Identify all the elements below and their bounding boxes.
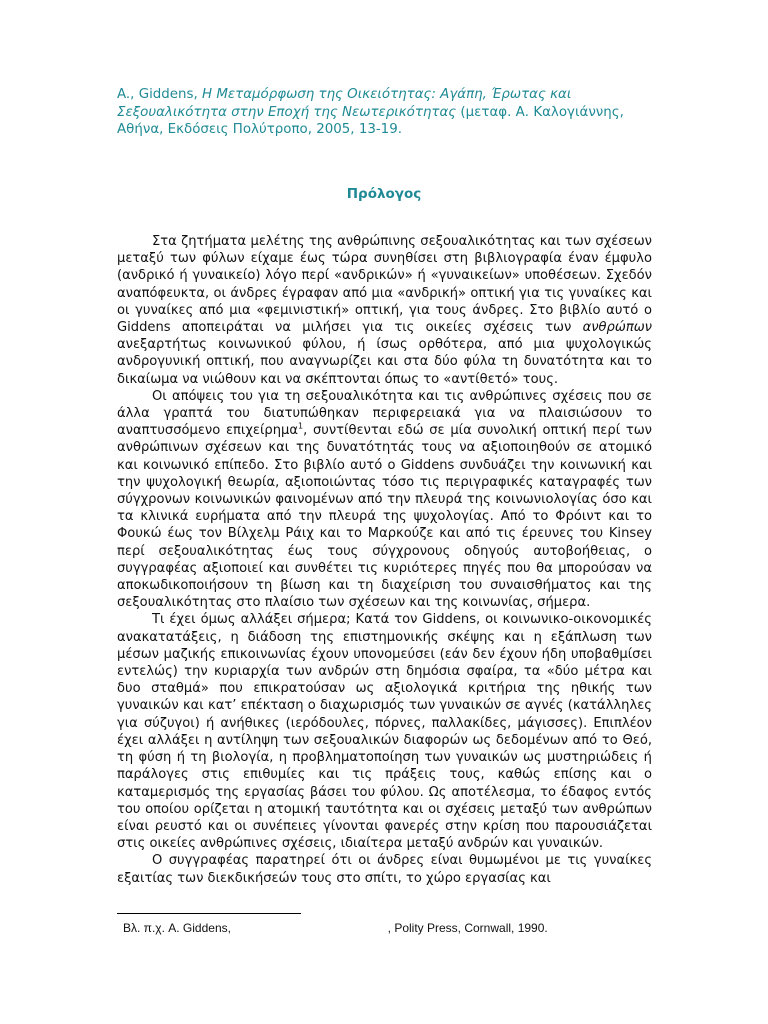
citation-authors: A., Giddens, xyxy=(117,87,203,102)
paragraph-2 xyxy=(117,388,652,612)
paragraph-1-emphasis: ανθρώπων xyxy=(582,320,652,336)
paragraph-1 xyxy=(117,233,652,388)
citation-title: Η Μεταμόρφωση της Οικειότητας: Αγάπη, Έρωτας και Σεξουαλικότητα στην Εποχή της Νεωτερικότητας xyxy=(117,87,572,120)
citation-details: (μεταφ. Α. Καλογιάννης, Αθήνα, Εκδόσεις Πολύτροπο, 2005, 13-19. xyxy=(117,104,624,137)
section-heading: Πρόλογος xyxy=(346,186,422,202)
footnote-gap xyxy=(231,921,388,935)
footnote-suffix: , Polity Press, Cornwall, 1990. xyxy=(387,921,548,935)
body-text xyxy=(117,233,652,887)
footnote-reference[interactable]: 1 xyxy=(298,421,304,431)
paragraph-1-text-b: ανεξαρτήτως κοινωνικού φύλου, ή ίσως ορθότερα, από μια ψυχολογικώς ανδρογυνική οπτική, που αναγνωρίζει και στα δύο φύλα τη δυνατότητα και το δικαίωμα να νιώθουν και να σκέπτονται όπως το «αντίθετό» τους. xyxy=(117,337,652,387)
footnote-prefix: Βλ. π.χ. A. Giddens, xyxy=(123,921,231,935)
paragraph-1-text-a: Στα ζητήματα μελέτης της ανθρώπινης σεξουαλικότητας και των σχέσεων μεταξύ των φύλων είχαμε έως τώρα συνηθίσει στη βιβλιογραφία έναν έμφυλο (ανδρικό ή γυναικείο) λόγο περί «ανδρικών» ή «γυναικείων» υποθέσεων. Σχεδόν αναπόφευκτα, οι άνδρες έγραφαν από μια «ανδρική» οπτική για τις γυναίκες και οι γυναίκες από μια «φεμινιστική» οπτική, για τους άνδρες. Στο βιβλίο αυτό ο Giddens αποπειράται να μιλήσει για τις οικείες σχέσεις των xyxy=(117,234,652,336)
paragraph-2-text-b: , συντίθενται εδώ σε μία συνολική οπτική περί των ανθρώπινων σχέσεων και της δυνατότητάς τους να αξιοποιηθούν σε ατομικό και κοινωνικό επίπεδο. Στο βιβλίο αυτό ο Giddens συνδυάζει την κοινωνική και την ψυχολογική θεωρία, αξιοποιώντας τόσο τις περιγραφικές καταγραφές των σύγχρονων κοινωνικών φαινομένων από την πλευρά της κοινωνιολογίας όσο και τα κλινικά ευρήματα από την πλευρά της ψυχολογίας. Από το Φρόιντ και το Φουκώ έως τον Βίλχελμ Ράιχ και το Μαρκούζε και από τις έρευνες του Kinsey περί σεξουαλικότητας έως τους σύγχρονους οδηγούς αυτοβοήθειας, ο συγγραφέας αξιοποιεί και συνθέτει τις κυριότερες πηγές που θα μπορούσαν να αποκωδικοποιήσουν τη βίωση και τη διαχείριση του συναισθήματος και της σεξουαλικότητας στο πλαίσιο των σχέσεων και της κοινωνίας, σήμερα. xyxy=(117,423,652,611)
footnote xyxy=(123,921,643,935)
paragraph-2-text-a: Οι απόψεις του για τη σεξουαλικότητα και τις ανθρώπινες σχέσεις που σε άλλα γραπτά του διατυπώθηκαν περιφερειακά για να πλαισιώσουν το αναπτυσσόμενο επιχείρημα xyxy=(117,388,652,439)
paragraph-3: Τι έχει όμως αλλάξει σήμερα; Κατά τον Giddens, οι κοινωνικο-οικονομικές ανακατατάξεις, η διάδοση της επιστημονικής σκέψης και η εξάπλωση των μέσων μαζικής επικοινωνίας έχουν υπονομεύσει (εάν δεν έχουν ήδη υποβαθμίσει εντελώς) την κυριαρχία των ανδρών στη δημόσια σφαίρα, τα «δύο μέτρα και δυο σταθμά» που επικρατούσαν ως αξιολογικά κριτήρια της ηθικής των γυναικών και κατ’ επέκταση ο διαχωρισμός των γυναικών σε αγνές (κατάλληλες για σύζυγοι) ή ανήθικες (ιερόδουλες, πόρνες, παλλακίδες, μάγισσες). Επιπλέον έχει αλλάξει η αντίληψη των σεξουαλικών διαφορών ως δεδομένων από το Θεό, τη φύση ή τη βιολογία, η προβληματοποίηση των γυναικών ως μυστηριώδεις ή παράλογες στις επιθυμίες και τις πράξεις τους, καθώς επίσης και ο καταμερισμός της εργασίας βάσει του φύλου. Ως αποτέλεσμα, το έδαφος εντός του οποίου ορίζεται η ατομική ταυτότητα και οι σχέσεις μεταξύ των ανθρώπων είναι ρευστό και οι συνέπειες γίνονται φανερές στην κρίση που παρουσιάζεται στις οικείες ανθρώπινες σχέσεις, ιδιαίτερα μεταξύ ανδρών και γυναικών. xyxy=(117,612,652,852)
bibliographic-citation xyxy=(117,86,652,139)
paragraph-4: Ο συγγραφέας παρατηρεί ότι οι άνδρες είναι θυμωμένοι με τις γυναίκες εξαιτίας των διεκδικήσεών τους στο σπίτι, το χώρο εργασίας και xyxy=(117,853,652,886)
footnote-divider xyxy=(117,913,301,914)
